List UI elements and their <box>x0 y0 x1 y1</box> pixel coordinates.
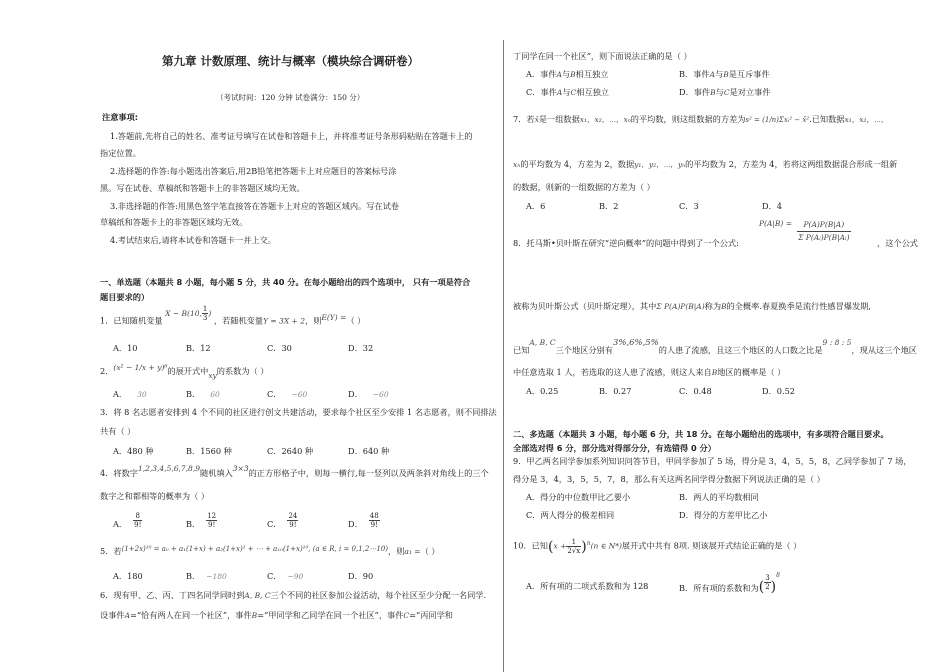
q10-frac-num: 1 <box>566 538 581 547</box>
notes-heading: 注意事项: <box>102 112 139 122</box>
q4-option-a-den: 9! <box>134 521 142 529</box>
q8-formula <box>759 219 851 244</box>
q1-option-a: A．10 <box>113 343 138 353</box>
q8-stem-c: 已知A, B, C三个地区分别有3%,6%,5%的人患了流感，且这三个地区的人口数之比是9 : 8 : 5，现从这三个地区 <box>513 338 917 355</box>
note-2b: 黑。写在试卷、草稿纸和答题卡上的非答题区域均无效。 <box>100 183 305 193</box>
q3-stem-b: 共有（ ） <box>100 426 136 436</box>
section2-heading-b: 全部选对得 6 分，部分选对得部分分，有选错得 0 分） <box>513 443 716 453</box>
q7-xn: xₙ <box>513 160 521 169</box>
q6-option-a: A．事件A与B相互独立 <box>526 69 609 79</box>
q5-option-b: B． −180 <box>186 571 227 581</box>
q2-mid: 的展开式中 <box>167 366 209 376</box>
q1-mid: ，若随机变量 <box>213 315 264 326</box>
q10-option-b: B．所有项的系数和为( $\frac{3}{2}$ )$^8$ <box>679 572 780 595</box>
right-column <box>513 0 918 672</box>
q7-xbar: x̄ <box>534 115 539 124</box>
q4-option-a-num: 8 <box>133 512 142 521</box>
q3-option-b: B．1560 种 <box>186 446 232 456</box>
q6-event-a: A <box>124 611 130 620</box>
q5-option-b-value: −180 <box>206 572 227 581</box>
q2-option-d: D． −60 <box>348 389 389 399</box>
q7-seqy: y₁，y₂，⋯，yₙ <box>634 160 686 169</box>
q6-stem-a: 6．现有甲、乙、丙、丁四名同学同时到A, B, C三个不同的社区参加公益活动，每个社区至少分配一名同学. <box>100 590 487 600</box>
q2-post: 的系数为（ ） <box>216 366 269 376</box>
exam-info: （考试时间：120 分钟 试卷满分：150 分） <box>216 93 365 102</box>
q7-option-d: D．4 <box>762 201 782 211</box>
q3-stem-a: 3．将 8 名志愿者安排到 4 个不同的社区进行创文共建活动，要求每个社区至少安排 1 名志愿者，则不同排法 <box>100 407 497 417</box>
page-title: 第九章 计数原理、统计与概率（模块综合调研卷） <box>162 54 420 68</box>
q8-option-b: B．0.27 <box>599 386 632 396</box>
q8-c-ratio: 9 : 8 : 5 <box>822 338 852 347</box>
q4-option-a: A． $\frac{8}{9!}$ <box>113 512 142 529</box>
q4-option-b-num: 12 <box>207 512 217 520</box>
q2-expr: (x² − 1/x + y)⁶ <box>113 363 168 372</box>
q1-stem: 1．已知随机变量 X ~ B(10, $\frac{1}{3}$ ) ，若随机变量Y = 3X + 2，则E(Y) =（ ） <box>100 305 366 326</box>
q4-option-c-num: 24 <box>288 512 298 520</box>
q2-term: xy <box>208 371 217 380</box>
q4-option-d-num: 48 <box>369 512 379 520</box>
note-1b: 指定位置。 <box>100 148 141 158</box>
q4-option-d-den: 9! <box>370 521 378 529</box>
q6-option-c: C．事件A与C相互独立 <box>526 87 609 97</box>
q2-num: 2． <box>100 366 114 376</box>
q6-event-c: C <box>403 611 410 620</box>
q1-option-c: C．30 <box>267 343 292 353</box>
q4-option-c-den: 9! <box>289 521 297 529</box>
q10-expr-x: x + <box>553 541 567 551</box>
q8-stem-d: 中任意选取 1 人，若选取的这人患了流感，则这人来自B地区的概率是（ ） <box>513 367 786 377</box>
q1-option-b: B．12 <box>186 343 211 353</box>
q1-option-d: D．32 <box>348 343 374 353</box>
q10-cond: (n ∈ N*) <box>590 541 622 551</box>
q5-expr: (1+2x)¹⁰ = a₀ + a₁(1+x) + a₂(1+x)² + ⋯ + a₁₀(1+x)¹⁰, (a ∈ R, i = 0,1,2⋯10) <box>121 545 389 553</box>
q7-option-b: B．2 <box>599 201 619 211</box>
q1-dist: X ~ B(10, <box>165 308 202 318</box>
note-4: 4.考试结束后,请将本试卷和答题卡一并上交。 <box>110 235 276 245</box>
q9-option-b: B．两人的平均数相同 <box>679 492 759 502</box>
q7-option-a: A．6 <box>526 201 546 211</box>
q7-seqx: x₁，x₂，⋯， <box>844 115 889 124</box>
q4-digits: 1,2,3,4,5,6,7,8,9 <box>137 464 200 473</box>
left-column <box>95 0 495 672</box>
q5-ask: a₁ = <box>404 547 421 556</box>
note-3b: 草稿纸和答题卡上的非答题区域均无效。 <box>100 217 248 227</box>
column-divider <box>503 40 504 672</box>
section2-heading-a: 二、多选题（本题共 3 小题，每小题 6 分，共 18 分。在每小题给出的选项中，有多项符合题目要求。 <box>513 429 889 439</box>
q10-option-b-num: 3 <box>765 574 770 583</box>
q4-option-b: B． $\frac{12}{9!}$ <box>186 512 217 529</box>
q8-option-a: A．0.25 <box>526 386 559 396</box>
q5-stem: 5．若(1+2x)¹⁰ = a₀ + a₁(1+x) + a₂(1+x)² + ⋯ + a₁₀(1+x)¹⁰, (a ∈ R, i = 0,1,2⋯10)，则a₁ =（ ） <box>100 545 440 556</box>
q2-option-a-value: 30 <box>137 390 147 399</box>
q8-option-c: C．0.48 <box>679 386 712 396</box>
q8-formula-den: Σ P(Aᵢ)P(B|Aᵢ) <box>798 233 850 242</box>
q8-d-event: B <box>711 368 718 377</box>
q8-stem-a-post: ，这个公式 <box>877 238 918 248</box>
note-1a: 1.答题前,先将自己的姓名、准考证号填写在试卷和答题卡上，并将准考证号条形码粘贴在答题卡上的 <box>110 131 473 141</box>
q2-option-b: B． 60 <box>186 389 220 399</box>
q10-option-a: A．所有项的二项式系数和为 128 <box>526 581 649 591</box>
q3-option-d: D．640 种 <box>348 446 390 456</box>
q8-stem-a: 8．托马斯•贝叶斯在研究“逆向概率”的问题中得到了一个公式: <box>513 238 739 248</box>
q6-option-b: B．事件A与B是互斥事件 <box>679 69 770 79</box>
note-2a: 2.选择题的作答:每小题选出答案后,用2B铅笔把答题卡上对应题目的答案标号涂 <box>110 166 397 176</box>
q4-grid: 3×3 <box>232 464 249 473</box>
q7-option-c: C．3 <box>679 201 699 211</box>
q2-option-c: C． −60 <box>267 389 308 399</box>
q10-option-b-den: 2 <box>765 583 770 592</box>
q2-stem <box>100 363 269 380</box>
q10-stem: 10．已知(x + $\frac{1}{2√x}$ )$^n$(n ∈ N*)展开式中共有 8项. 则该展开式结论正确的是（ ） <box>513 538 802 556</box>
q8-formula-num: P(A)P(B|A) <box>797 219 850 232</box>
q7-stem-a: 7．若x̄是一组数据x₁，x₂，⋯，xₙ的平均数，则这组数据的方差为s² = (1/n)Σxᵢ² − x̄².已知数据x₁，x₂，⋯， <box>513 114 889 124</box>
q1-frac-num: 1 <box>202 305 208 313</box>
q6-event-b: B <box>251 611 258 620</box>
q4-option-d: D． $\frac{48}{9!}$ <box>348 512 379 529</box>
q8-option-d: D．0.52 <box>762 386 795 396</box>
q3-option-a: A．480 种 <box>113 446 154 456</box>
q7-seq: x₁，x₂，⋯，xₙ <box>579 115 631 124</box>
q8-c-abc: A, B, C <box>529 338 556 347</box>
section1-heading-a: 一、单选题（本题共 8 小题，每小题 5 分，共 40 分。在每小题给出的四个选项中， 只有一项是符合 <box>100 277 471 287</box>
q4-stem-b: 数字之和都相等的概率为（ ） <box>100 491 210 501</box>
q7-stem-c: 的数据，则新的一组数据的方差为（ ） <box>513 182 655 192</box>
q2-option-a: A． 30 <box>113 389 147 399</box>
q9-stem-a: 9．甲乙两名同学参加系列知识问答节目，甲同学参加了 5 场，得分是 3，4，5，5，8，乙同学参加了 7 场， <box>513 456 912 466</box>
q1-frac-den: 3 <box>202 314 208 322</box>
q9-option-d: D．得分的方差甲比乙小 <box>679 510 768 520</box>
q1-end: （ ） <box>346 315 366 326</box>
q1-post: ，则 <box>305 315 322 326</box>
q5-option-a: A．180 <box>113 571 143 581</box>
q9-option-a: A．得分的中位数甲比乙要小 <box>526 492 631 502</box>
q4-option-c: C． $\frac{24}{9!}$ <box>267 512 298 529</box>
q9-stem-b: 得分是 3，4，3，5，5，7，8，那么有关这两名同学得分数据下列说法正确的是（ ） <box>513 474 825 484</box>
q4-stem-a: 4．将数字1,2,3,4,5,6,7,8,9随机填入3×3的正方形格子中，则每一横行,每一竖列以及两条斜对角线上的三个 <box>100 464 489 478</box>
q1-rel: Y = 3X + 2 <box>263 316 306 326</box>
q5-option-d: D．90 <box>348 571 374 581</box>
q6-abc: A, B, C <box>244 591 271 600</box>
q1-ask: E(Y) = <box>321 312 347 322</box>
q2-option-d-value: −60 <box>372 390 389 399</box>
q8-b-event: B <box>721 302 727 311</box>
q6-stem-b: 设事件A=“恰有两人在同一个社区”，事件B=“甲同学和乙同学在同一个社区”，事件C=“丙同学和 <box>100 610 453 620</box>
note-3a: 3.非选择题的作答:用黑色签字笔直接答在答题卡上对应的答题区域内。写在试卷 <box>110 201 399 211</box>
section1-heading-b: 题目要求的） <box>100 292 150 302</box>
q5-option-c-value: −90 <box>287 572 304 581</box>
q10-frac-den: 2√x <box>567 547 581 556</box>
q4-option-b-den: 9! <box>208 521 216 529</box>
q1-pre: 1．已知随机变量 <box>100 315 163 326</box>
q6-stem-c: 丁同学在同一个社区”，则下面说法正确的是（ ） <box>513 51 692 61</box>
q2-option-b-value: 60 <box>210 390 220 399</box>
q10-option-b-exp: 8 <box>776 572 780 579</box>
q8-b-expr: Σ P(A)P(B|A) <box>656 302 705 311</box>
q7-formula: s² = (1/n)Σxᵢ² − x̄² <box>745 116 810 124</box>
q9-option-c: C．两人得分的极差相同 <box>526 510 615 520</box>
q7-stem-b: xₙ的平均数为 4，方差为 2，数据y₁，y₂，⋯，yₙ的平均数为 2，方差为 4，若将这两组数据混合形成一组新 <box>513 159 898 169</box>
q8-formula-lhs: P(A|B) = <box>759 219 793 228</box>
q8-c-pct: 3%,6%,5% <box>612 338 659 348</box>
q5-option-c: C． −90 <box>267 571 304 581</box>
q3-option-c: C．2640 种 <box>267 446 314 456</box>
q6-option-d: D．事件B与C是对立事件 <box>679 87 771 97</box>
q2-option-c-value: −60 <box>291 390 308 399</box>
q8-stem-b: 被称为贝叶斯公式（贝叶斯定理），其中Σ P(A)P(B|A)称为B的全概率.春夏换季是流行性感冒爆发期, <box>513 301 871 311</box>
